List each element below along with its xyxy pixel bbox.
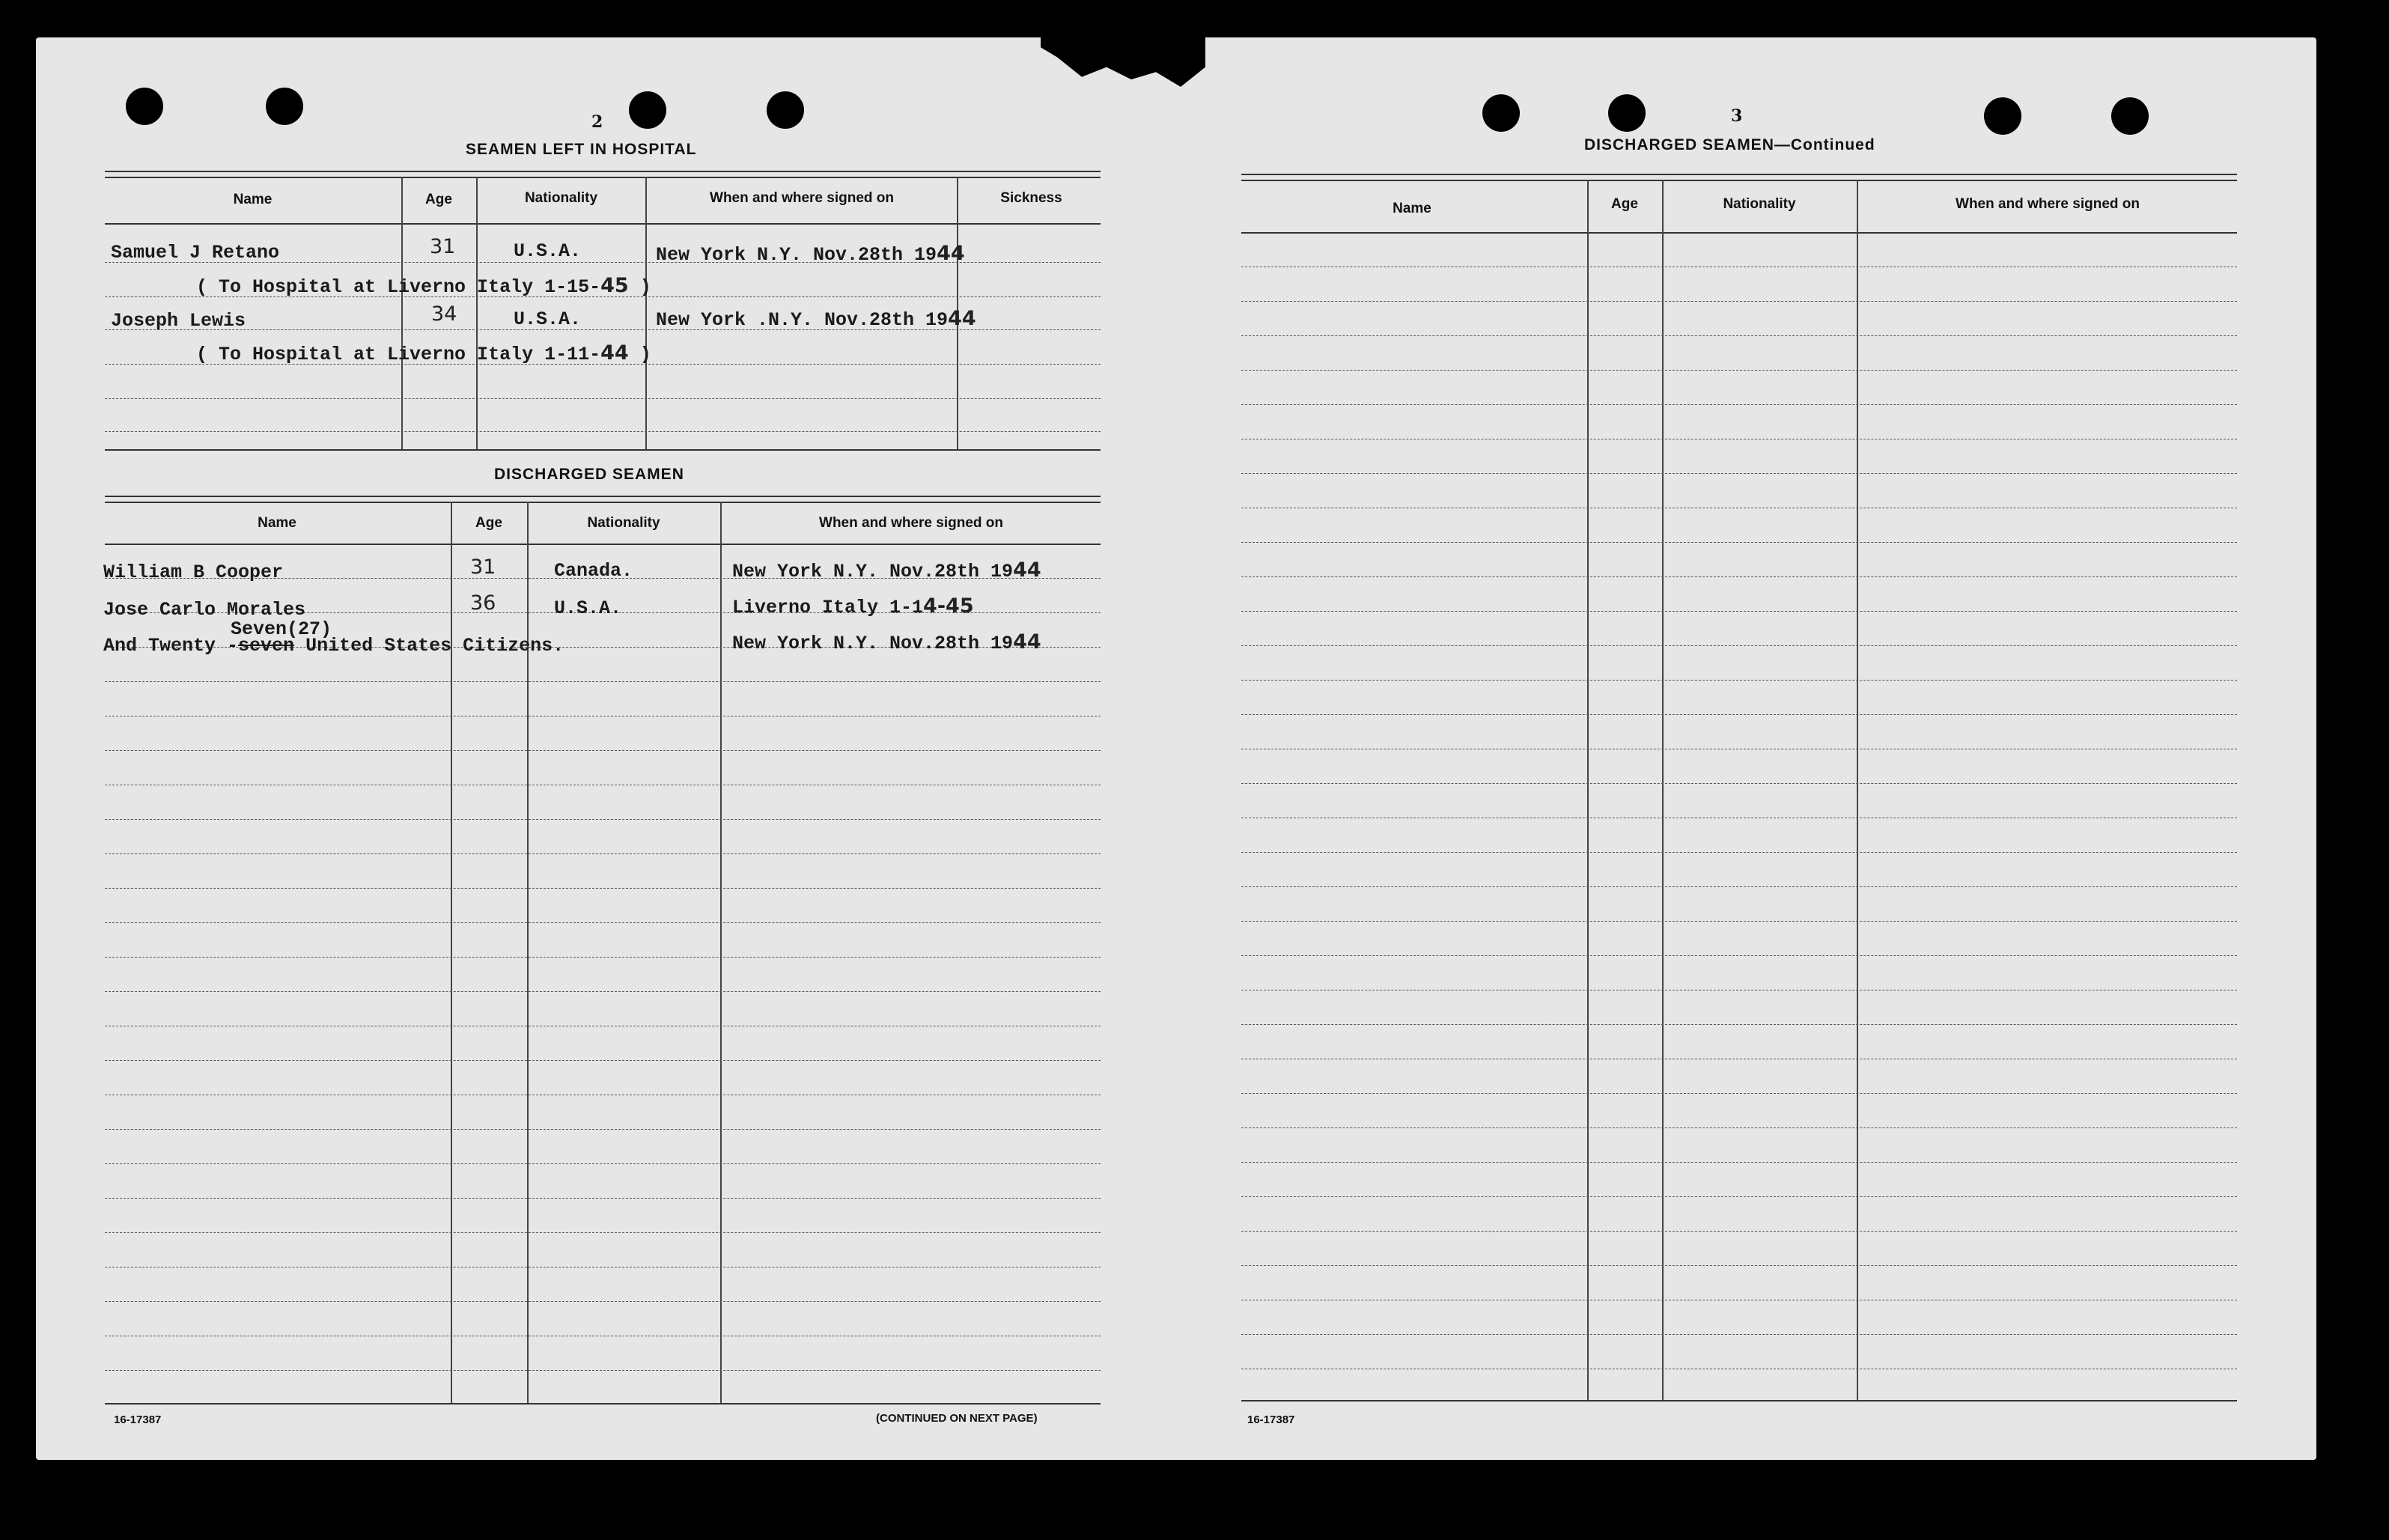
row-rule bbox=[1241, 714, 2237, 715]
rule bbox=[105, 171, 1101, 172]
row-rule bbox=[1241, 1093, 2237, 1094]
header-name: Name bbox=[258, 515, 296, 531]
row-rule bbox=[1241, 1265, 2237, 1266]
rule bbox=[105, 177, 1101, 178]
hospital-section-title: SEAMEN LEFT IN HOSPITAL bbox=[466, 141, 697, 158]
punch-hole bbox=[1608, 94, 1646, 132]
rule bbox=[105, 223, 1101, 225]
row-rule bbox=[105, 1163, 1101, 1164]
row-rule bbox=[105, 681, 1101, 682]
row-rule bbox=[105, 1198, 1101, 1199]
row-rule bbox=[1241, 370, 2237, 371]
row-rule bbox=[1241, 680, 2237, 681]
row-rule bbox=[1241, 301, 2237, 302]
row-rule bbox=[1241, 611, 2237, 612]
header-nationality: Nationality bbox=[1723, 196, 1796, 212]
form-number: 16-17387 bbox=[1247, 1413, 1295, 1426]
row-rule bbox=[1241, 886, 2237, 887]
row-rule bbox=[1241, 542, 2237, 543]
header-nationality: Nationality bbox=[524, 190, 598, 206]
header-signed: When and where signed on bbox=[819, 515, 1003, 531]
seaman-name: Jose Carlo Morales bbox=[103, 599, 306, 621]
header-signed: When and where signed on bbox=[710, 190, 894, 206]
row-rule bbox=[1241, 1334, 2237, 1335]
row-rule bbox=[105, 853, 1101, 854]
seaman-nationality: U.S.A. bbox=[514, 240, 582, 262]
row-rule bbox=[1241, 921, 2237, 922]
punch-hole bbox=[1482, 94, 1520, 132]
row-rule bbox=[105, 1232, 1101, 1233]
hospital-note: ( To Hospital at Liverno Italy 1-15-45 ) bbox=[196, 274, 651, 298]
rule bbox=[1241, 232, 2237, 234]
rule bbox=[1241, 1400, 2237, 1401]
seaman-age: 31 bbox=[470, 556, 496, 579]
row-rule bbox=[105, 819, 1101, 820]
rule bbox=[1241, 180, 2237, 181]
rule bbox=[105, 1403, 1101, 1404]
hospital-note: ( To Hospital at Liverno Italy 1-11-44 ) bbox=[196, 341, 651, 365]
seaman-nationality: U.S.A. bbox=[554, 597, 622, 619]
seaman-nationality: Canada. bbox=[554, 560, 633, 582]
punch-hole bbox=[2111, 97, 2149, 135]
continued-section-title: DISCHARGED SEAMEN—Continued bbox=[1584, 136, 1875, 153]
rule bbox=[105, 449, 1101, 451]
page-number: 2 bbox=[591, 112, 603, 132]
name-correction: Seven(27) bbox=[231, 618, 332, 640]
seaman-name: Joseph Lewis bbox=[111, 310, 246, 332]
column-rule bbox=[401, 177, 403, 449]
signed-on: Liverno Italy 1-14-45 bbox=[732, 594, 974, 618]
header-sickness: Sickness bbox=[1000, 190, 1062, 206]
row-rule bbox=[1241, 645, 2237, 646]
seaman-name: And Twenty -seven United States Citizens. bbox=[103, 635, 564, 657]
punch-hole bbox=[1984, 97, 2021, 135]
column-rule bbox=[1587, 180, 1589, 1400]
row-rule bbox=[1241, 955, 2237, 956]
seaman-age: 36 bbox=[470, 591, 496, 615]
form-number: 16-17387 bbox=[114, 1413, 162, 1426]
row-rule bbox=[1241, 335, 2237, 336]
row-rule bbox=[105, 750, 1101, 751]
row-rule bbox=[1241, 1162, 2237, 1163]
row-rule bbox=[105, 398, 1101, 399]
row-rule bbox=[1241, 1196, 2237, 1197]
column-rule bbox=[645, 177, 647, 449]
row-rule bbox=[105, 957, 1101, 958]
rule bbox=[105, 502, 1101, 503]
rule bbox=[1241, 174, 2237, 175]
punch-hole bbox=[629, 91, 666, 129]
row-rule bbox=[105, 431, 1101, 432]
header-signed: When and where signed on bbox=[1956, 196, 2140, 212]
seaman-age: 31 bbox=[430, 235, 456, 258]
page-number: 3 bbox=[1731, 106, 1743, 126]
column-rule bbox=[476, 177, 478, 449]
seaman-name: William B Cooper bbox=[103, 561, 284, 583]
discharged-section-title: DISCHARGED SEAMEN bbox=[494, 466, 684, 483]
row-rule bbox=[1241, 1231, 2237, 1232]
punch-hole bbox=[266, 88, 303, 125]
column-rule bbox=[720, 502, 722, 1404]
row-rule bbox=[105, 1129, 1101, 1130]
signed-on: New York N.Y. Nov.28th 1944 bbox=[732, 630, 1041, 654]
column-rule bbox=[1662, 180, 1664, 1400]
row-rule bbox=[1241, 852, 2237, 853]
row-rule bbox=[105, 1370, 1101, 1371]
header-name: Name bbox=[233, 192, 273, 207]
punch-hole bbox=[126, 88, 163, 125]
row-rule bbox=[1241, 404, 2237, 405]
row-rule bbox=[1241, 1024, 2237, 1025]
header-age: Age bbox=[475, 515, 502, 531]
signed-on: New York N.Y. Nov.28th 1944 bbox=[732, 559, 1041, 582]
row-rule bbox=[1241, 576, 2237, 577]
signed-on: New York .N.Y. Nov.28th 1944 bbox=[656, 307, 976, 331]
signed-on: New York N.Y. Nov.28th 1944 bbox=[656, 242, 965, 266]
header-nationality: Nationality bbox=[587, 515, 660, 531]
rule bbox=[105, 544, 1101, 545]
row-rule bbox=[1241, 473, 2237, 474]
row-rule bbox=[1241, 783, 2237, 784]
column-rule bbox=[1857, 180, 1858, 1400]
continued-note: (CONTINUED ON NEXT PAGE) bbox=[876, 1412, 1038, 1425]
header-age: Age bbox=[1611, 196, 1638, 212]
row-rule bbox=[105, 991, 1101, 992]
header-age: Age bbox=[425, 192, 452, 207]
row-rule bbox=[105, 922, 1101, 923]
row-rule bbox=[105, 888, 1101, 889]
seaman-age: 34 bbox=[431, 302, 457, 326]
row-rule bbox=[1241, 1127, 2237, 1128]
header-name: Name bbox=[1393, 201, 1431, 216]
seaman-name: Samuel J Retano bbox=[111, 242, 280, 264]
punch-hole bbox=[767, 91, 804, 129]
row-rule bbox=[105, 1301, 1101, 1302]
rule bbox=[105, 496, 1101, 497]
row-rule bbox=[105, 1060, 1101, 1061]
seaman-nationality: U.S.A. bbox=[514, 308, 582, 330]
